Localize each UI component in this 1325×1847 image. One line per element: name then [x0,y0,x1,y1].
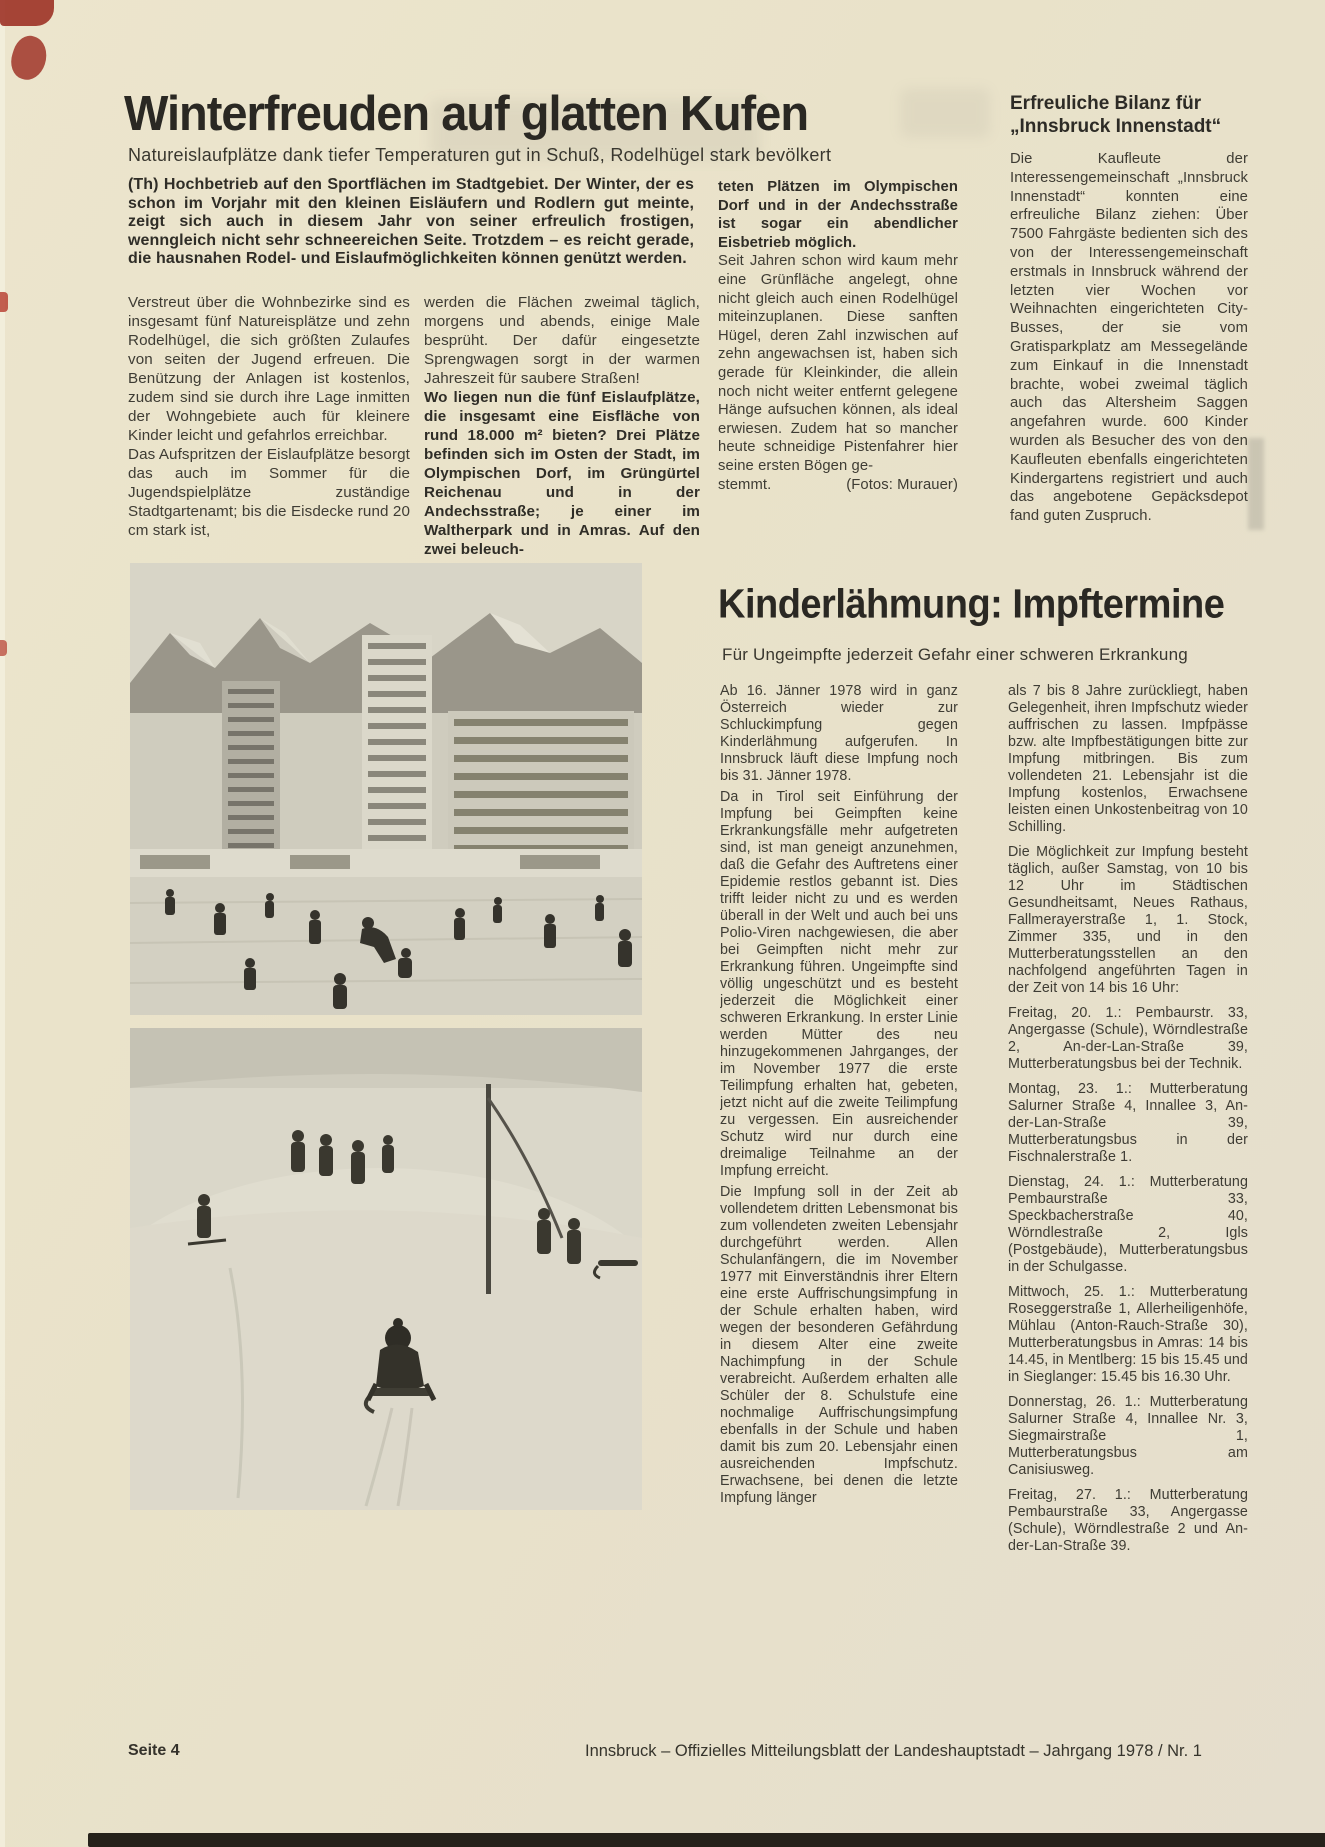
scan-ink-mark [0,292,8,312]
vaccination-date-entry: Freitag, 20. 1.: Pembaurstr. 33, Angergasse (Schule), Wörndlestraße 2, An-der-Lan-Straße 39, Mutterberatungsbus bei der Technik. [1008,1005,1248,1072]
photo-credit: (Fotos: Murauer) [846,476,958,493]
sled-hill-illustration [130,1028,642,1510]
photo-credit-line [718,476,958,495]
vaccination-date-entry: Donnerstag, 26. 1.: Mutterberatung Salurner Straße 4, Innallee Nr. 3, Siegmairstraße 1, Mutterberatungsbus am Canisiusweg. [1008,1394,1248,1478]
scan-bottom-bar [88,1833,1325,1847]
photo-sled-hill [130,1028,642,1510]
paragraph-bold: teten Plätzen im Olympischen Dorf und in der Andechsstraße ist sogar ein abendlicher Eisbetrieb möglich. [718,179,958,251]
article1-headline: Winterfreuden auf glatten Kufen [124,85,809,141]
article2-column-2 [1008,683,1248,1588]
sidebar-body [1010,150,1248,570]
sidebar-headline-line2: „Innsbruck Innenstadt“ [1010,116,1222,137]
paragraph: werden die Flächen zweimal täglich, morgens und abends, einige Male besprüht. Der dafür eingesetzte Sprengwagen sorgt in der warmen Jahreszeit für saubere Straßen! [424,294,700,387]
paragraph: Die Möglichkeit zur Impfung besteht täglich, außer Samstag, von 10 bis 12 Uhr im Städtischen Gesundheitsamt, Neues Rathaus, Fallmerayerstraße 1, 1. Stock, Zimmer 335, und in den Mutterberatungsstellen an den nachfolgend angeführten Tagen in der Zeit von 14 bis 16 Uhr: [1008,844,1248,996]
article2-column-1 [720,683,958,1601]
scan-edge-sliver [0,0,5,1847]
article1-column-3 [718,178,958,578]
scan-ink-mark [0,640,7,656]
sidebar-headline [1010,92,1260,138]
page-number: Seite 4 [128,1742,180,1759]
paragraph: Seit Jahren schon wird kaum mehr eine Grünfläche angelegt, ohne nicht gleich auch einen Rodelhügel miteinzuplanen. Diese sanften Hügel, deren Zahl inzwischen auf zehn angewachsen ist, haben sich gerade für Kleinkinder, die allein noch nicht weiter entfernt gelegene Hänge aufsuchen können, als ideal erwiesen. Zudem hat so mancher heute schneidige Pistenfahrer hier seine ersten Bögen ge- [718,253,958,474]
paragraph: Das Aufspritzen der Eislaufplätze besorgt das auch im Sommer für die Jugendspielplätze zuständige Stadtgartenamt; bis die Eisdecke rund 20 cm stark ist, [128,446,410,539]
scan-smudge [1248,438,1264,530]
article1-column-1 [128,293,410,569]
paragraph: als 7 bis 8 Jahre zurückliegt, haben Gelegenheit, ihren Impfschutz wieder auffrischen zu lassen. Impfpässe bzw. alte Impfbestätigungen bitte zur Impfung mitbringen. Bis zum vollendeten 21. Lebensjahr ist die Impfung kostenlos, Erwachsene leisten einen Unkostenbeitrag von 10 Schilling. [1008,683,1248,835]
photo-ice-rink [130,563,642,1015]
paragraph: Die Impfung soll in der Zeit ab vollendetem dritten Lebensmonat bis zum vollendeten zweiten Lebensjahr durchgeführt werden. Allen Schulanfängern, die im November 1977 mit Einverständnis ihrer Eltern eine erste Auffrischungsimpfung in der Schule erhalten haben, wird wegen der besonderen Gefährdung in diesem Alter eine zweite Nachimpfung in der Schule verabreicht. Außerdem erhalten alle Schüler der 8. Schulstufe eine nochmalige Auffrischungsimpfung ebenfalls in der Schule und haben damit bis zum 20. Lebensjahr einen ausreichenden Impfschutz. Erwachsene, bei denen die letzte Impfung länger [720,1184,958,1506]
paragraph: Da in Tirol seit Einführung der Impfung bei Geimpften keine Erkrankungsfälle mehr aufgetreten sind, ist man geneigt anzunehmen, daß die Gefahr des Auftretens einer Epidemie restlos gebannt ist. Dies trifft leider nicht zu und es werden überall in der Welt und auch bei uns Polio-Viren nachgewiesen, die aber bei Geimpften nicht mehr zur Erkrankung führen. Ungeimpfte sind völlig ungeschützt und es besteht jederzeit die Möglichkeit einer schweren Erkrankung. In erster Linie werden Mütter des neu hinzugekommenen Jahrganges, der im November 1977 die erste Teilimpfung erhalten hat, gebeten, jetzt nicht auf die zweite Teilimpfung zu vergessen. Ein ausreichender Schutz wird nur durch eine dreimalige Teilnahme an der Impfung erreicht. [720,789,958,1179]
paragraph: Ab 16. Jänner 1978 wird in ganz Österreich wieder zur Schluckimpfung gegen Kinderlähmung aufgerufen. In Innsbruck läuft diese Impfung noch bis 31. Jänner 1978. [720,683,958,784]
vaccination-date-entry: Mittwoch, 25. 1.: Mutterberatung Roseggerstraße 1, Allerheiligenhöfe, Mühlau (Anton-Rauch-Straße 30), Mutterberatungsbus in Amras: 14 bis 14.45, in Mentlberg: 15 bis 15.45 und in Sieglanger: 15.45 bis 16.30 Uhr. [1008,1284,1248,1385]
ice-rink-illustration [130,563,642,1015]
vaccination-date-entry: Montag, 23. 1.: Mutterberatung Salurner Straße 4, Innallee 3, An-der-Lan-Straße 39, Mutterberatungsbus in der Fischnalerstraße 1. [1008,1081,1248,1165]
article1-lead-paragraph: (Th) Hochbetrieb auf den Sportflächen im Stadtgebiet. Der Winter, der es schon im Vorjahr mit den kleinen Eisläufern und Rodlern gut meinte, zeigt sich auch in diesem Jahr von seiner erfreulich frostigen, wenngleich nicht sehr schneereichen Seite. Trotzdem – es reicht gerade, die hausnahen Rodel- und Eislaufmöglichkeiten können genützt werden. [128,176,694,267]
publication-imprint: Innsbruck – Offizielles Mitteilungsblatt der Landeshauptstadt – Jahrgang 1978 / Nr. 1 [585,1742,1202,1760]
vaccination-date-entry: Freitag, 27. 1.: Mutterberatung Pembaurstraße 33, Angergasse (Schule), Wörndlestraße 2 und An-der-Lan-Straße 39. [1008,1487,1248,1554]
article1-subhead: Natureislaufplätze dank tiefer Temperaturen gut in Schuß, Rodelhügel stark bevölkert [128,145,832,165]
article2-headline: Kinderlähmung: Impftermine [718,582,1225,628]
article2-subhead: Für Ungeimpfte jederzeit Gefahr einer schweren Erkrankung [722,645,1188,664]
paragraph: Die Kaufleute der Interessengemeinschaft „Innsbruck Innenstadt“ konnten eine erfreuliche Bilanz ziehen: Über 7500 Fahrgäste bedienten sich des von der Interessengemeinschaft erstmals in Innsbruck während der letzten vier Wochen vor Weihnachten eingerichteten City-Busses, der sie vom Gratisparkplatz am Messegelände zum Einkauf in die Innenstadt brachte, wobei zweimal täglich auch das Altersheim Saggen angefahren wurde. 600 Kinder wurden als Besucher des von den Kaufleuten ebenfalls eingerichteten Kindergartens registriert und auch das angebotene Gepäcksdepot fand guten Zuspruch. [1010,151,1248,525]
article1-column-2 [424,293,700,569]
sidebar-headline-line1: Erfreuliche Bilanz für [1010,93,1202,114]
scan-ink-blob [6,32,52,84]
scan-ink-blob [0,0,54,26]
vaccination-date-entry: Dienstag, 24. 1.: Mutterberatung Pembaurstraße 33, Speckbacherstraße 40, Wörndlestraße 2, Igls (Postgebäude), Mutterberatungsbus in der Schulgasse. [1008,1174,1248,1275]
paragraph-end: stemmt. [718,476,772,493]
paragraph-bold: Wo liegen nun die fünf Eislaufplätze, die insgesamt eine Eisfläche von rund 18.000 m² bieten? Drei Plätze befinden sich im Osten der Stadt, im Olympischen Dorf, im Grüngürtel Reichenau und in der Andechsstraße; je einer im Waltherpark und in Amras. Auf den zwei beleuch- [424,389,700,558]
paragraph: Verstreut über die Wohnbezirke sind es insgesamt fünf Natureisplätze und zehn Rodelhügel, die sich größten Zulaufes von seiten der Jugend erfreuen. Die Benützung der Anlagen ist kostenlos, zudem sind sie durch ihre Lage inmitten der Wohngebiete auch für kleinere Kinder leicht und gefahrlos erreichbar. [128,294,410,444]
